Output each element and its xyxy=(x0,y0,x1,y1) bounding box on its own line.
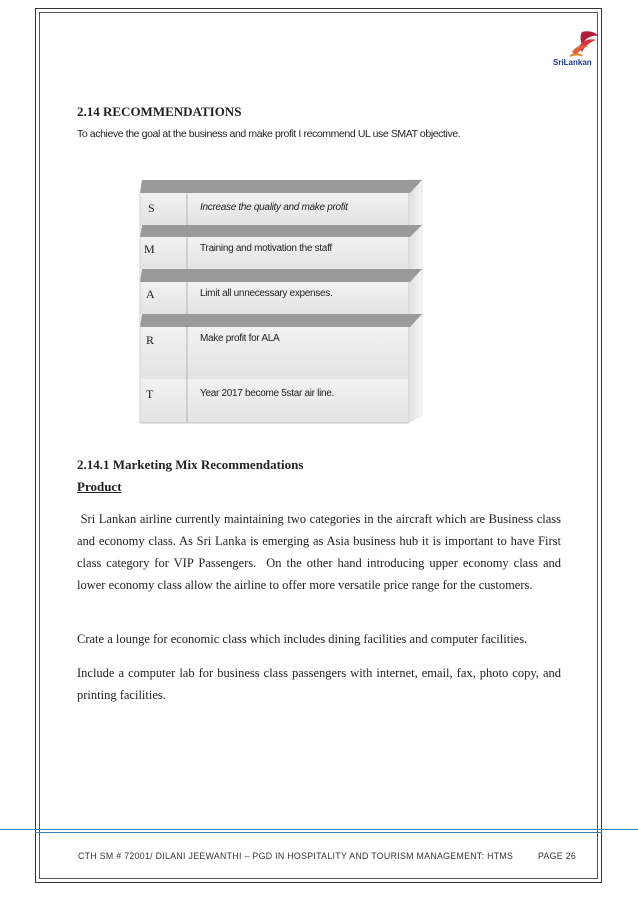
footer-rule xyxy=(0,829,638,830)
smat-text-r: Make profit for ALA xyxy=(200,333,280,344)
footer-page: PAGE 26 xyxy=(537,851,577,861)
product-paragraph-2-text: Crate a lounge for economic class which includes dining facilities and computer facilities. xyxy=(77,632,528,646)
smat-letter-t: T xyxy=(146,387,154,401)
smat-letter-s: S xyxy=(148,201,155,215)
product-heading: Product xyxy=(77,479,122,494)
product-paragraph-1 xyxy=(77,508,565,596)
product-paragraph-3-text: Include a computer lab for business class passengers with internet, email, fax, photo copy, and printing facilities. xyxy=(77,666,561,702)
section-intro: To achieve the goal at the business and make profit I recommend UL use SMAT objective. xyxy=(77,128,461,140)
smat-letter-r: R xyxy=(146,333,155,347)
footer xyxy=(78,851,576,861)
smat-text-s: Increase the quality and make profit xyxy=(200,202,348,213)
product-paragraph-2 xyxy=(77,628,561,650)
smat-text-m: Training and motivation the staff xyxy=(200,243,332,254)
page-border-inner xyxy=(39,12,598,879)
smat-letter-m: M xyxy=(144,242,155,256)
smat-table xyxy=(120,175,430,430)
footer-rule-inner xyxy=(35,832,602,833)
subsection-heading: 2.14.1 Marketing Mix Recommendations xyxy=(77,457,304,472)
product-paragraph-3 xyxy=(77,662,561,706)
logo-text: SriLankan xyxy=(553,58,592,67)
smat-text-a: Limit all unnecessary expenses. xyxy=(200,288,333,299)
smat-text-t: Year 2017 become 5star air line. xyxy=(200,388,335,399)
footer-text: CTH SM # 72001/ DILANI JEEWANTHI – PGD IN HOSPITALITY AND TOURISM MANAGEMENT: HTMS xyxy=(78,851,514,861)
product-paragraph-1-text: Sri Lankan airline currently maintaining two categories in the aircraft which are Business class and economy class. As Sri Lanka is emerging as Asia business hub it is important to have First class category for VIP Passengers. On the other hand introducing upper economy class and lower economy class allow the airline to offer more versatile price range for the customers. xyxy=(77,512,565,592)
section-heading: 2.14 RECOMMENDATIONS xyxy=(77,104,242,119)
smat-letter-a: A xyxy=(146,287,155,301)
